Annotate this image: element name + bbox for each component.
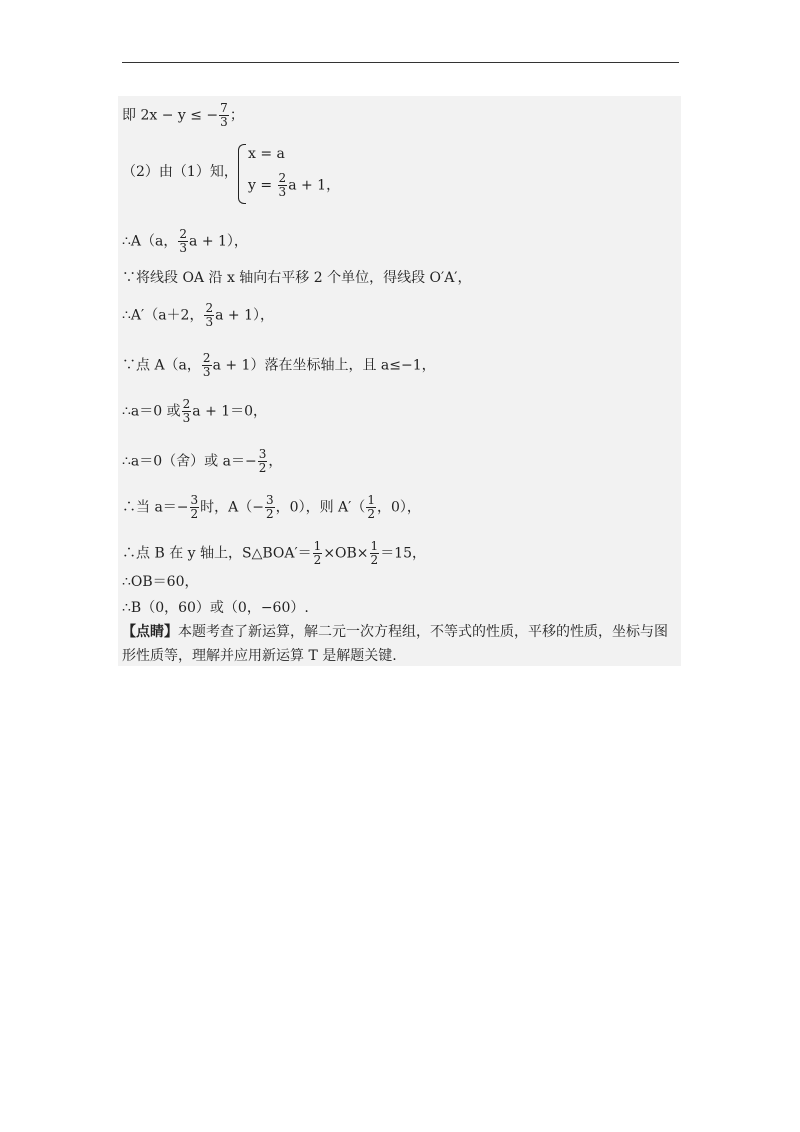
line-point-a-prime: ∴A′（a＋2， $\frac{2}{3}$ a + 1），	[122, 301, 274, 329]
line-ob: ∴OB＝60，	[122, 574, 199, 590]
system-row-2: y = $\frac{2}{3}$ a + 1，	[248, 171, 341, 199]
comment-label: 【点睛】	[122, 624, 178, 640]
line-point-a: ∴A（a， $\frac{2}{3}$ a + 1），	[122, 227, 248, 255]
header-rule	[122, 62, 679, 63]
line-area: ∴点 B 在 y 轴上，S△BOA′＝ $\frac{1}{2}$ ×OB× $\frac{1}{2}$ ＝15，	[122, 539, 427, 567]
solution-panel	[118, 96, 681, 666]
system-row-1: x = a	[248, 146, 285, 162]
system-brace	[238, 144, 246, 204]
line-comment-cont: 形性质等，理解并应用新运算 T 是解题关键.	[122, 648, 397, 664]
line-system-intro: （2）由（1）知，	[122, 164, 238, 180]
line-inequality: 即 2x − y ≤ − $\frac{7}{3}$ ；	[122, 101, 244, 129]
line-coordinates: ∴当 a＝− $\frac{3}{2}$ 时，A（− $\frac{3}{2}$ ，0），则 A′（ $\frac{1}{2}$ ，0），	[122, 493, 421, 521]
line-answer: ∴B（0，60）或（0，−60）.	[122, 600, 309, 616]
line-equation: ∴a＝0 或 $\frac{2}{3}$ a + 1＝0，	[122, 397, 268, 425]
line-comment: 【点睛】本题考查了新运算，解二元一次方程组，不等式的性质，平移的性质，坐标与图	[122, 624, 668, 640]
line-on-axis: ∵点 A（a， $\frac{2}{3}$ a + 1）落在坐标轴上，且 a≤−1，	[122, 351, 436, 379]
line-translation: ∵将线段 OA 沿 x 轴向右平移 2 个单位，得线段 O′A′，	[122, 270, 472, 286]
fraction: $\frac{7}{3}$	[220, 101, 228, 129]
line-solution-a: ∴a＝0（舍）或 a＝− $\frac{3}{2}$ ，	[122, 447, 283, 475]
